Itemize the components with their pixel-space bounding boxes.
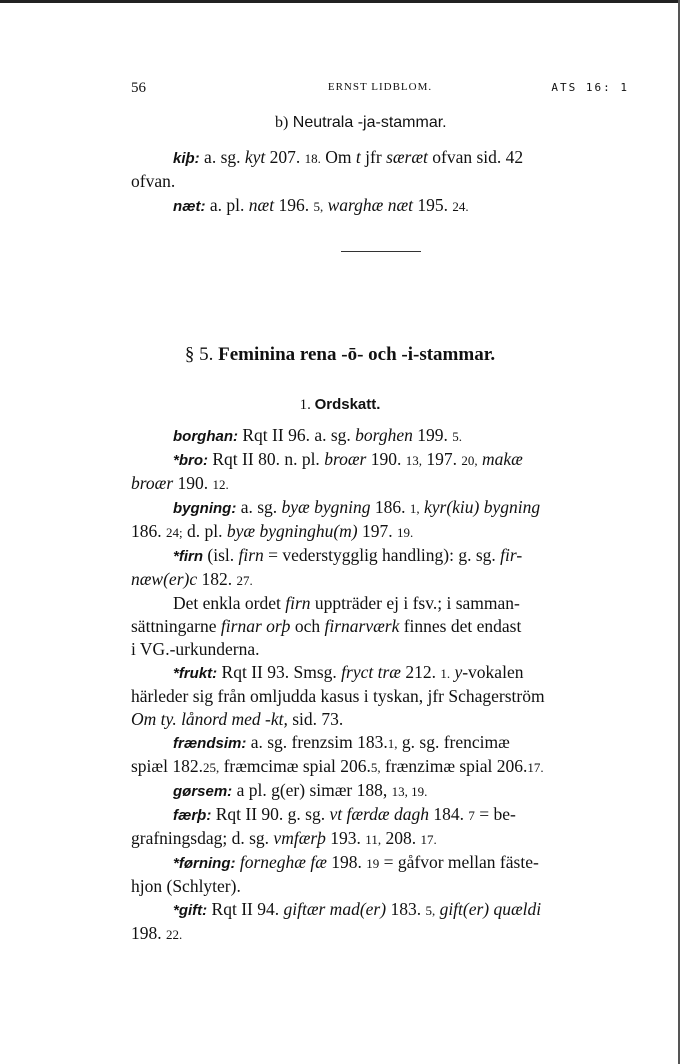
entry-line: *førning: forneghæ fæ 198. 19 = gåfvor mellan fäste- [173, 852, 539, 872]
headword: gørsem: [173, 783, 233, 800]
entry-line: sättningarne firnar orþ och firnarværk finnes det endast [131, 616, 522, 636]
entry-line: gørsem: a pl. g(er) simær 188, 13, 19. [173, 780, 428, 800]
headword: næt: [173, 198, 206, 215]
headword: *gift: [173, 902, 208, 919]
page-number: 56 [131, 80, 146, 96]
entry-line: i VG.-urkunderna. [131, 639, 260, 659]
entry-line: *bro: Rqt II 80. n. pl. broær 190. 13, 197. 20, makæ [173, 449, 523, 469]
entry-line: härleder sig från omljudda kasus i tyskan, jfr Schagerström [131, 686, 545, 706]
journal-reference: ATS 16: 1 [551, 81, 629, 94]
entry-line: grafningsdag; d. sg. vmfærþ 193. 11, 208. 17. [131, 828, 437, 848]
entry-line: bygning: a. sg. byæ bygning 186. 1, kyr(kiu) bygning [173, 497, 541, 517]
headword: kiþ: [173, 150, 200, 167]
entry-kip: kiþ: a. sg. kyt 207. 18. Om t jfr særæt ofvan sid. 42 ofvan. [131, 147, 524, 191]
headword: færþ: [173, 807, 212, 824]
headword: *bro: [173, 452, 208, 469]
subheading-letter: b) [275, 114, 289, 131]
entry-line: broær 190. 12. [131, 473, 229, 493]
entry-line: borghan: Rqt II 96. a. sg. borghen 199. 5. [173, 425, 462, 445]
divider-rule [341, 251, 421, 252]
entry-line: spiæl 182.25, fræmcimæ spial 206.5, frænzimæ spial 206.17. [131, 756, 544, 776]
headword: bygning: [173, 500, 237, 517]
entry-line: *frukt: Rqt II 93. Smsg. fryct træ 212. 1. y-vokalen [173, 662, 524, 682]
top-border [0, 0, 680, 3]
entry-line: 186. 24; d. pl. byæ bygninghu(m) 197. 19. [131, 521, 414, 541]
headword: borghan: [173, 428, 238, 445]
entry-line: hjon (Schlyter). [131, 876, 241, 896]
entry-naet: næt: a. pl. næt 196. 5, warghæ næt 195. 24. [173, 195, 469, 215]
entry-line: Om ty. lånord med -kt, sid. 73. [131, 709, 344, 729]
headword: *firn [173, 548, 203, 565]
subsection-heading: 1. Ordskatt. [299, 396, 381, 413]
entry-line: frændsim: a. sg. frenzsim 183.1, g. sg. frencimæ [173, 732, 510, 752]
section-title: Feminina rena -ō- och -i-stammar. [218, 344, 496, 365]
entry-line: *gift: Rqt II 94. giftær mad(er) 183. 5, gift(er) quældi [173, 899, 542, 919]
word-list [131, 424, 639, 946]
section-number: § 5. [184, 344, 214, 365]
running-author: ERNST LIDBLOM. [327, 81, 433, 93]
section-heading [0, 344, 680, 366]
entry-line: næw(er)c 182. 27. [131, 569, 253, 589]
headword: *frukt: [173, 665, 218, 682]
entry-line: 198. 22. [131, 923, 183, 943]
entry-line: færþ: Rqt II 90. g. sg. vt færdæ dagh 184. 7 = be- [173, 804, 516, 824]
entry-line: Det enkla ordet firn uppträder ej i fsv.; i samman- [173, 593, 520, 613]
headword: *førning: [173, 855, 236, 872]
entry-line: *firn (isl. firn = vederstygglig handling): g. sg. fir- [173, 545, 523, 565]
subheading [275, 114, 447, 132]
headword: frændsim: [173, 735, 247, 752]
subheading-title: Neutrala -ja-stammar. [292, 114, 447, 131]
